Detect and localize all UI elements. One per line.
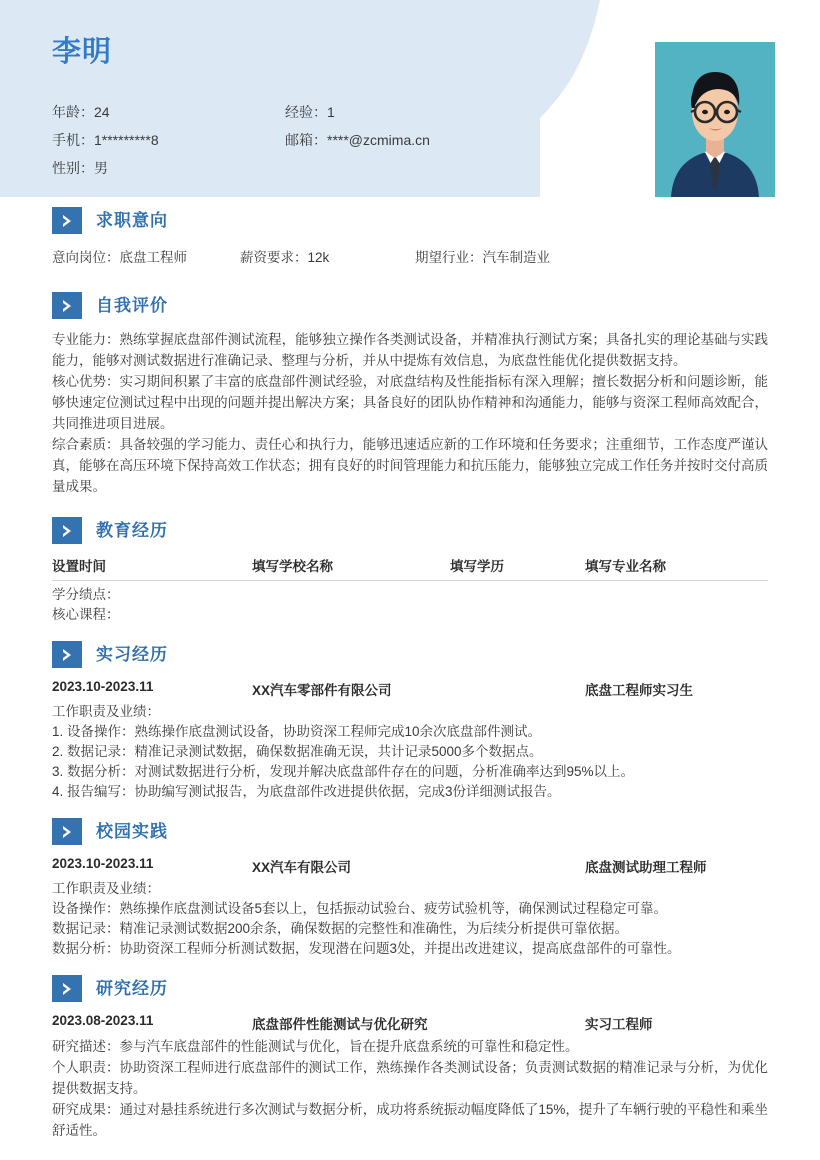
info-label: 年龄： [52,104,94,120]
campus-org: XX汽车有限公司 [252,860,352,875]
info-value: 1 [327,104,335,120]
campus-heading: 工作职责及业绩： [52,881,160,896]
job-intent-position [52,246,240,266]
section-title: 校园实践 [96,822,168,841]
self-eval-paragraph: 综合素质：具备较强的学习能力、责任心和执行力，能够迅速适应新的工作环境和任务要求；注重细节，工作态度严谨认真，能够在高压环境下保持高效工作状态；拥有良好的时间管理能力和抗压能力，能够独立完成工作任务并按时交付高质量成果。 [52,437,768,494]
field-label: 期望行业： [415,250,483,265]
internship-role: 底盘工程师实习生 [585,683,693,698]
internship-entry-row [52,679,768,699]
education-major: 填写专业名称 [585,559,666,574]
internship-item: 2. 数据记录：精准记录测试数据，确保数据准确无误，共计记录5000多个数据点。 [52,744,543,759]
info-field-gender [52,158,285,178]
education-school: 填写学校名称 [252,559,333,574]
job-intent-fields [52,246,768,266]
info-row [52,154,612,182]
chevron-right-icon [52,975,82,1002]
chevron-right-icon [52,292,82,319]
field-label: 薪资要求： [240,250,308,265]
campus-period: 2023.10-2023.11 [52,856,154,871]
field-value: 汽车制造业 [482,250,550,265]
research-role: 实习工程师 [585,1017,653,1032]
info-label: 手机： [52,132,94,148]
profile-photo-icon [655,42,775,197]
chevron-right-icon [52,818,82,845]
internship-period: 2023.10-2023.11 [52,679,154,694]
self-eval-paragraph: 专业能力：熟练掌握底盘部件测试流程，能够独立操作各类测试设备，并精准执行测试方案；具备扎实的理论基础与实践能力，能够对测试数据进行准确记录、整理与分析，并从中提炼有效信息，为底盘性能优化提供数据支持。 [52,332,768,368]
chevron-right-icon [52,207,82,234]
info-row [52,98,612,126]
info-field-phone [52,130,285,150]
section-title: 实习经历 [96,645,168,664]
info-label: 邮箱： [285,132,327,148]
field-value: 12k [307,250,330,265]
info-row [52,126,612,154]
section-header-education [52,517,768,544]
info-field-age [52,102,285,122]
education-gpa: 学分绩点： [52,587,120,602]
self-eval-paragraph: 核心优势：实习期间积累了丰富的底盘部件测试经验，对底盘结构及性能指标有深入理解；擅长数据分析和问题诊断，能够快速定位测试过程中出现的问题并提出解决方案；具备良好的团队协作精神和沟通能力，能够与资深工程师高效配合，共同推进项目进展。 [52,374,768,431]
job-intent-industry [415,246,768,266]
info-label: 性别： [52,160,94,176]
research-item: 研究成果：通过对悬挂系统进行多次测试与数据分析，成功将系统振动幅度降低了15%，提升了车辆行驶的平稳性和乘坐舒适性。 [52,1102,768,1138]
candidate-name: 李明 [52,36,113,68]
info-field-email [285,130,518,150]
education-courses: 核心课程： [52,607,120,622]
internship-heading: 工作职责及业绩： [52,704,160,719]
internship-org: XX汽车零部件有限公司 [252,683,392,698]
section-title: 教育经历 [96,521,168,540]
section-header-self-evaluation [52,292,768,319]
internship-item: 1. 设备操作：熟练操作底盘测试设备，协助资深工程师完成10余次底盘部件测试。 [52,724,542,739]
campus-role: 底盘测试助理工程师 [585,860,707,875]
internship-item: 3. 数据分析：对测试数据进行分析，发现并解决底盘部件存在的问题，分析准确率达到95%以上。 [52,764,635,779]
field-label: 意向岗位： [52,250,120,265]
chevron-right-icon [52,641,82,668]
candidate-info-grid [52,98,612,182]
education-period: 设置时间 [52,559,106,574]
section-title: 研究经历 [96,979,168,998]
section-title: 自我评价 [96,296,168,315]
info-field-experience [285,102,518,122]
research-item: 研究描述：参与汽车底盘部件的性能测试与优化，旨在提升底盘系统的可靠性和稳定性。 [52,1039,579,1054]
job-intent-salary [240,246,415,266]
section-header-campus-practice [52,818,768,845]
section-title: 求职意向 [96,211,168,230]
section-header-research [52,975,768,1002]
internship-item: 4. 报告编写：协助编写测试报告，为底盘部件改进提供依据，完成3份详细测试报告。 [52,784,561,799]
campus-item: 数据记录：精准记录测试数据200余条，确保数据的完整性和准确性，为后续分析提供可靠依据。 [52,921,629,936]
section-header-job-intent [52,207,768,234]
info-value: 男 [94,160,108,176]
research-topic: 底盘部件性能测试与优化研究 [252,1017,428,1032]
research-item: 个人职责：协助资深工程师进行底盘部件的测试工作，熟练操作各类测试设备；负责测试数据的精准记录与分析，为优化提供数据支持。 [52,1060,768,1096]
education-degree: 填写学历 [450,559,504,574]
section-header-internship [52,641,768,668]
research-entry-row [52,1013,768,1033]
chevron-right-icon [52,517,82,544]
research-period: 2023.08-2023.11 [52,1013,154,1028]
info-label: 经验： [285,104,327,120]
campus-entry-row [52,856,768,876]
info-value: ****@zcmima.cn [327,132,430,148]
education-row [52,555,768,575]
resume-body [0,197,820,1141]
avatar [655,42,775,197]
campus-item: 数据分析：协助资深工程师分析测试数据，发现潜在问题3处，并提出改进建议，提高底盘部件的可靠性。 [52,941,681,956]
info-value: 24 [94,104,110,120]
info-value: 1*********8 [94,132,159,148]
field-value: 底盘工程师 [119,250,187,265]
campus-item: 设备操作：熟练操作底盘测试设备5套以上，包括振动试验台、疲劳试验机等，确保测试过程稳定可靠。 [52,901,668,916]
